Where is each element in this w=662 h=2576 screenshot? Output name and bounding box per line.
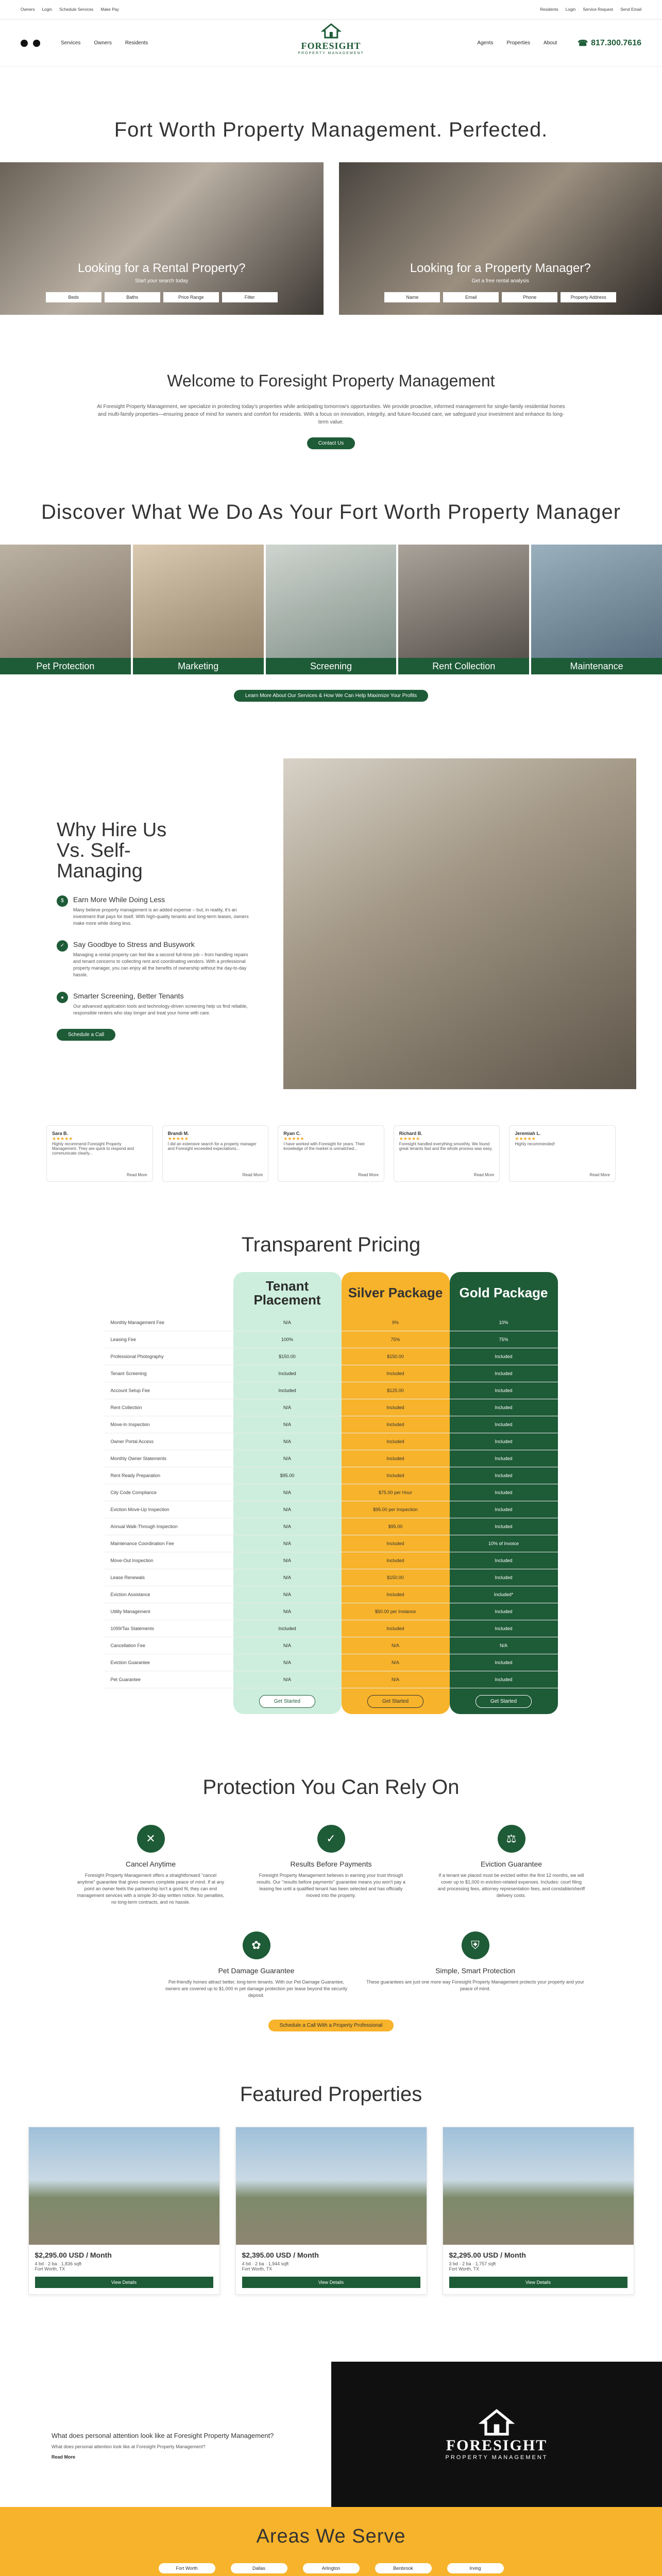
read-more-link[interactable]: Read More (473, 1173, 495, 1177)
feature-no-stress (57, 940, 252, 978)
instagram-icon[interactable] (33, 40, 40, 47)
star-rating-icon: ★★★★★ (515, 1136, 536, 1141)
shield-icon: ⛨ (462, 1931, 489, 1959)
welcome-title: Welcome to Foresight Property Management (167, 371, 495, 390)
pricing-row (105, 1501, 558, 1518)
hero-title: Fort Worth Property Management. Perfected. (114, 118, 548, 141)
dollar-icon: $ (57, 895, 68, 907)
logo-subtitle: PROPERTY MANAGEMENT (298, 52, 364, 55)
area-link[interactable]: Dallas (231, 2563, 287, 2573)
feature-screening (57, 992, 252, 1016)
featured-section (0, 2083, 662, 2295)
beds-filter[interactable]: Beds (46, 292, 101, 302)
area-link[interactable]: Benbrook (375, 2563, 432, 2573)
review-text: I did an extensive search for a property manager and Foresight exceeded expectations... (167, 1142, 257, 1151)
pricing-table (105, 1272, 558, 1714)
panel-brand: FORESIGHT (446, 2437, 548, 2454)
brand-panel (331, 2362, 662, 2507)
read-more-link[interactable]: Read More (589, 1173, 610, 1177)
gold-value: Included (450, 1348, 558, 1365)
gold-value: 75% (450, 1331, 558, 1348)
tenant-value: Included (233, 1365, 342, 1382)
nav-services[interactable]: Services (61, 40, 81, 46)
logo-brand: FORESIGHT (301, 41, 361, 51)
property-price: $2,395.00 USD / Month (242, 2251, 319, 2260)
tenant-value: N/A (233, 1586, 342, 1603)
topbar-owners[interactable]: Owners (21, 7, 35, 12)
topbar-resident-login[interactable]: Login (565, 7, 576, 12)
protection-card-body: Foresight Property Management believes in earning your trust through results. Our "results before payments" guarantee means you won't pay a leasing fee until a qualified tenant has been selected and has officially moved into the property. (257, 1873, 405, 1899)
gold-value: Included (450, 1654, 558, 1671)
pricing-feature: Rent Collection (110, 1405, 142, 1410)
house-logo-icon (479, 2408, 515, 2437)
gold-value: 10% of Invoice (450, 1535, 558, 1552)
silver-value: $125.00 (342, 1382, 450, 1399)
tenant-value: N/A (233, 1535, 342, 1552)
baths-filter[interactable]: Baths (105, 292, 160, 302)
gold-value: Included (450, 1399, 558, 1416)
gold-value: Included (450, 1603, 558, 1620)
silver-value: Included (342, 1399, 450, 1416)
pricing-row (105, 1569, 558, 1586)
tenant-value: N/A (233, 1603, 342, 1620)
area-link[interactable]: Fort Worth (159, 2563, 215, 2573)
house-logo-icon (321, 23, 342, 39)
tenant-value: 100% (233, 1331, 342, 1348)
view-details-button[interactable]: View Details (242, 2277, 420, 2288)
pricing-row (105, 1518, 558, 1535)
pricing-feature: Account Setup Fee (110, 1388, 150, 1393)
tenant-value: N/A (233, 1450, 342, 1467)
nav-properties[interactable]: Properties (506, 40, 531, 46)
protection-card-body: These guarantees are just one more way Foresight Property Management protects your property and your peace of mind. (366, 1979, 584, 1992)
silver-value: Included (342, 1450, 450, 1467)
tenant-value: N/A (233, 1314, 342, 1331)
protection-card-title: Cancel Anytime (125, 1860, 176, 1868)
silver-value: Included (342, 1433, 450, 1450)
top-bar (0, 0, 662, 20)
check-icon: ✓ (57, 940, 68, 952)
tier-tenant-placement: Tenant Placement (233, 1272, 342, 1314)
pricing-row (105, 1314, 558, 1331)
pricing-row (105, 1382, 558, 1399)
pricing-row (105, 1331, 558, 1348)
silver-value: $50.00 per Instance (342, 1603, 450, 1620)
topbar-service-request[interactable]: Service Request (583, 7, 614, 12)
tier-gold: Gold Package (450, 1272, 558, 1314)
tenant-value: N/A (233, 1569, 342, 1586)
gold-value: Included (450, 1569, 558, 1586)
pricing-feature: 1099/Tax Statements (110, 1626, 155, 1631)
tenant-value: Included (233, 1620, 342, 1637)
manager-search-panel (339, 162, 662, 315)
property-address: Fort Worth, TX (449, 2266, 480, 2272)
pricing-row (105, 1484, 558, 1501)
areas-title: Areas We Serve (256, 2526, 406, 2548)
pricing-row (105, 1671, 558, 1688)
silver-value: Included (342, 1467, 450, 1484)
pricing-section (0, 1233, 662, 1714)
tile-label: Rent Collection (398, 658, 529, 674)
tile-label: Screening (266, 658, 397, 674)
pricing-feature: Tenant Screening (110, 1371, 147, 1376)
property-card[interactable]: $2,395.00 USD / Month 4 bd · 2 ba · 1,944 sqft Fort Worth, TX View Details (235, 2127, 427, 2295)
gold-value: Included (450, 1501, 558, 1518)
why-title: Why Hire Us Vs. Self- Managing (57, 819, 167, 882)
gold-value: Included (450, 1382, 558, 1399)
gold-value: Included (450, 1671, 558, 1688)
protection-card-title: Results Before Payments (290, 1860, 372, 1868)
tenant-value: $150.00 (233, 1348, 342, 1365)
personal-attention-section (0, 2362, 662, 2507)
rental-search-panel (0, 162, 324, 315)
tenant-value: N/A (233, 1518, 342, 1535)
pricing-row (105, 1399, 558, 1416)
site-logo[interactable] (298, 23, 364, 55)
tenant-value: Included (233, 1382, 342, 1399)
pricing-row (105, 1654, 558, 1671)
name-field[interactable]: Name (384, 292, 440, 302)
tenant-value: N/A (233, 1399, 342, 1416)
nav-about[interactable]: About (544, 40, 557, 46)
area-link[interactable]: Irving (447, 2563, 504, 2573)
read-more-link[interactable]: Read More (358, 1173, 379, 1177)
review-text: Foresight handled everything smoothly. We found great tenants fast and the whole process was easy. (399, 1142, 493, 1151)
pricing-feature: Lease Renewals (110, 1575, 145, 1580)
tile-screening[interactable] (266, 545, 397, 674)
protection-card (421, 1825, 602, 1906)
tenant-value: N/A (233, 1416, 342, 1433)
featured-title: Featured Properties (240, 2083, 422, 2106)
pricing-feature: Monthly Management Fee (110, 1320, 165, 1325)
get-started-gold-button[interactable]: Get Started (476, 1695, 532, 1708)
protection-card (61, 1825, 241, 1906)
star-rating-icon: ★★★★★ (167, 1136, 189, 1141)
gold-value: Included (450, 1365, 558, 1382)
topbar-residents[interactable]: Residents (540, 7, 558, 12)
pricing-row (105, 1348, 558, 1365)
reviewer-name: Brandi M. (167, 1131, 189, 1136)
read-more-link[interactable]: Read More (242, 1173, 263, 1177)
pricing-row (105, 1535, 558, 1552)
topbar-owner-login[interactable]: Login (42, 7, 53, 12)
tenant-value: N/A (233, 1671, 342, 1688)
topbar-send-email[interactable]: Send Email (620, 7, 641, 12)
protection-card-title: Eviction Guarantee (480, 1860, 542, 1868)
property-photo (29, 2127, 219, 2245)
tile-rent-collection[interactable] (398, 545, 529, 674)
property-address: Fort Worth, TX (242, 2266, 273, 2272)
property-photo (236, 2127, 427, 2245)
protection-title: Protection You Can Rely On (202, 1776, 460, 1799)
view-details-button[interactable]: View Details (449, 2277, 627, 2288)
paw-icon: ✿ (243, 1931, 270, 1959)
gold-value: Included (450, 1416, 558, 1433)
discover-section (0, 501, 662, 702)
pricing-feature: Owner Portal Access (110, 1439, 154, 1444)
pricing-feature: Monthly Owner Statements (110, 1456, 167, 1461)
property-card[interactable]: $2,295.00 USD / Month 4 bd · 2 ba · 1,836 sqft Fort Worth, TX View Details (28, 2127, 220, 2295)
review-text: Highly recommended! (515, 1142, 555, 1146)
gold-value: Included (450, 1552, 558, 1569)
agents-photo (283, 758, 636, 1089)
contact-us-button[interactable]: Contact Us (307, 437, 355, 449)
property-card[interactable]: $2,295.00 USD / Month 3 bd · 2 ba · 1,757 sqft Fort Worth, TX View Details (443, 2127, 634, 2295)
feature-title: Say Goodbye to Stress and Busywork (73, 940, 195, 948)
learn-more-services-button[interactable]: Learn More About Our Services & How We Can Help Maximize Your Profits (234, 690, 428, 702)
silver-value: $95.00 (342, 1518, 450, 1535)
pricing-row (105, 1365, 558, 1382)
review-card (162, 1125, 269, 1182)
pricing-feature: Cancellation Fee (110, 1643, 146, 1648)
reviewer-name: Richard B. (399, 1131, 422, 1136)
calendar-icon: ✕ (137, 1825, 165, 1853)
filter-button[interactable]: Filter (222, 292, 278, 302)
silver-value: Included (342, 1365, 450, 1382)
areas-section (0, 2507, 662, 2576)
feature-title: Earn More While Doing Less (73, 895, 165, 904)
star-rating-icon: ★★★★★ (399, 1136, 420, 1141)
gold-value: Included (450, 1620, 558, 1637)
silver-value: N/A (342, 1671, 450, 1688)
tile-label: Marketing (133, 658, 264, 674)
pricing-feature: Move-Out Inspection (110, 1558, 154, 1563)
pricing-feature: City Code Compliance (110, 1490, 157, 1495)
area-link[interactable]: Arlington (303, 2563, 360, 2573)
protection-card (349, 1931, 602, 1999)
silver-value: N/A (342, 1654, 450, 1671)
review-card (46, 1125, 153, 1182)
ask-read-more[interactable]: Read More (52, 2454, 76, 2460)
tenant-value: N/A (233, 1501, 342, 1518)
pricing-feature: Professional Photography (110, 1354, 164, 1359)
price-range-filter[interactable]: Price Range (163, 292, 219, 302)
why-section (0, 758, 662, 1089)
schedule-call-button[interactable]: Schedule a Call (57, 1029, 115, 1041)
reviewer-name: Ryan C. (283, 1131, 301, 1136)
silver-value: 75% (342, 1331, 450, 1348)
panel-brand-sub: PROPERTY MANAGEMENT (445, 2454, 548, 2461)
property-photo (443, 2127, 634, 2245)
pricing-row (105, 1433, 558, 1450)
protection-card-body: Foresight Property Management offers a straightforward "cancel anytime" guarantee that gives owners complete peace of mind. If at any point an owner feels the partnership isn't a good fit, they can end management services with a simple 30-day written notice. No penalties, no long-term contracts, and no hassle. (77, 1873, 225, 1905)
pricing-row (105, 1552, 558, 1569)
protection-card-title: Simple, Smart Protection (435, 1967, 515, 1975)
phone-number: 817.300.7616 (591, 38, 641, 47)
topbar-schedule-services[interactable]: Schedule Services (59, 7, 94, 12)
review-text: I have worked with Foresight for years. Their knowledge of the market is unmatched... (283, 1142, 365, 1151)
topbar-make-pay[interactable]: Make Pay (100, 7, 119, 12)
property-address: Fort Worth, TX (35, 2266, 65, 2272)
feature-body: Managing a rental property can feel like a second full-time job – from handling repairs and tenant concerns to collecting rent and coordinating vendors. With a professional property manager, you can enjoy all the benefits of ownership without the day-to-day hassle. (73, 952, 248, 977)
tenant-value: N/A (233, 1637, 342, 1654)
get-started-silver-button[interactable]: Get Started (367, 1695, 423, 1708)
pricing-row (105, 1603, 558, 1620)
pricing-feature: Pet Guarantee (110, 1677, 141, 1682)
property-price: $2,295.00 USD / Month (449, 2251, 526, 2260)
social-links (21, 40, 40, 47)
tile-pet-protection[interactable] (0, 545, 131, 674)
feature-body: Our advanced application tools and technology-driven screening help us find reliable, responsible renters who stay longer and treat your home with care. (73, 1004, 248, 1016)
review-card (278, 1125, 384, 1182)
pricing-feature: Annual Walk-Through Inspection (110, 1524, 178, 1529)
pricing-row (105, 1620, 558, 1637)
silver-value: $95.00 per Inspection (342, 1501, 450, 1518)
pricing-feature: Maintenance Coordination Fee (110, 1541, 174, 1546)
nav-residents[interactable]: Residents (125, 40, 148, 46)
hero-panels (0, 162, 662, 315)
welcome-section (48, 371, 615, 449)
pricing-row (105, 1450, 558, 1467)
nav-agents[interactable]: Agents (477, 40, 494, 46)
tenant-value: N/A (233, 1433, 342, 1450)
user-icon: ● (57, 992, 68, 1003)
gold-value: Included* (450, 1586, 558, 1603)
tenant-value: $95.00 (233, 1467, 342, 1484)
silver-value: Included (342, 1535, 450, 1552)
gold-value: Included (450, 1467, 558, 1484)
tenant-value: N/A (233, 1552, 342, 1569)
star-rating-icon: ★★★★★ (283, 1136, 304, 1141)
tier-silver: Silver Package (342, 1272, 450, 1314)
phone-icon: ☎ (578, 39, 588, 48)
gold-value: Included (450, 1484, 558, 1501)
rental-subcaption: Start your search today (135, 278, 189, 284)
gold-value: Included (450, 1433, 558, 1450)
pricing-feature: Eviction Move-Up Inspection (110, 1507, 169, 1512)
star-rating-icon: ★★★★★ (52, 1136, 73, 1141)
pricing-feature: Move-In Inspection (110, 1422, 150, 1427)
tile-label: Pet Protection (0, 658, 131, 674)
feature-body: Many believe property management is an added expense – but, in reality, it's an investment that pays for itself. With high-quality tenants and long-term leases, owners make more while doing less. (73, 907, 249, 926)
pricing-feature: Eviction Assistance (110, 1592, 150, 1597)
gavel-icon: ⚖ (498, 1825, 525, 1853)
silver-value: Included (342, 1552, 450, 1569)
email-field[interactable]: Email (443, 292, 499, 302)
pricing-row (105, 1416, 558, 1433)
silver-value: Included (342, 1620, 450, 1637)
gold-value: Included (450, 1450, 558, 1467)
reviewer-name: Sara B. (52, 1131, 69, 1136)
view-details-button[interactable]: View Details (35, 2277, 213, 2288)
silver-value: $150.00 (342, 1348, 450, 1365)
feature-earn-more (57, 895, 252, 927)
discover-title: Discover What We Do As Your Fort Worth Property Manager (41, 501, 621, 523)
gold-value: N/A (450, 1637, 558, 1654)
tile-maintenance[interactable] (531, 545, 662, 674)
ask-sub: What does personal attention look like at Foresight Property Management? (52, 2444, 206, 2449)
protection-card-title: Pet Damage Guarantee (218, 1967, 295, 1975)
nav-owners[interactable]: Owners (94, 40, 112, 46)
address-field[interactable]: Property Address (561, 292, 616, 302)
tile-marketing[interactable] (133, 545, 264, 674)
pricing-feature: Rent Ready Preparation (110, 1473, 161, 1478)
review-card (509, 1125, 616, 1182)
reviewer-name: Jeremiah L. (515, 1131, 541, 1136)
feature-title: Smarter Screening, Better Tenants (73, 992, 184, 1000)
manager-caption: Looking for a Property Manager? (410, 261, 591, 275)
reviews-row (0, 1125, 662, 1182)
handshake-icon: ✓ (317, 1825, 345, 1853)
gold-value: 10% (450, 1314, 558, 1331)
schedule-professional-button[interactable]: Schedule a Call With a Property Professional (268, 2020, 394, 2031)
ask-question: What does personal attention look like at Foresight Property Management? (52, 2432, 274, 2440)
silver-value: $150.00 (342, 1569, 450, 1586)
phone-field[interactable]: Phone (502, 292, 557, 302)
pricing-row (105, 1637, 558, 1654)
tenant-value: N/A (233, 1484, 342, 1501)
protection-section (0, 1776, 662, 2031)
protection-card (241, 1825, 421, 1906)
tile-label: Maintenance (531, 658, 662, 674)
pricing-feature: Utility Management (110, 1609, 150, 1614)
pricing-row (105, 1467, 558, 1484)
protection-card-body: If a tenant we placed must be evicted within the first 12 months, we will cover up to $1,000 in eviction-related expenses. Includes: court filing and processing fees, attorney representation fees, and constable/sheriff delivery costs. (437, 1873, 585, 1899)
tenant-value: N/A (233, 1654, 342, 1671)
gold-value: Included (450, 1518, 558, 1535)
review-text: Highly recommend Foresight Property Management. They are quick to respond and communicate clearly... (52, 1142, 134, 1156)
silver-value: 9% (342, 1314, 450, 1331)
pricing-row (105, 1586, 558, 1603)
read-more-link[interactable]: Read More (127, 1173, 147, 1177)
manager-subcaption: Get a free rental analysis (471, 278, 529, 284)
silver-value: N/A (342, 1637, 450, 1654)
pricing-feature: Eviction Guarantee (110, 1660, 150, 1665)
pricing-title: Transparent Pricing (241, 1233, 421, 1256)
main-header (0, 20, 662, 67)
header-phone[interactable] (578, 38, 641, 48)
silver-value: Included (342, 1416, 450, 1433)
get-started-tenant-button[interactable]: Get Started (259, 1695, 315, 1708)
welcome-body: At Foresight Property Management, we specialize in protecting today's properties while anticipating tomorrow's opportunities. We provide proactive, informed management for single-family residential homes and multi-family properties—ensuring peace of mind for owners and comfort for residents. With a focus on innovation, integrity, and future-focused care, we safeguard your investment and enhance its long-term value. (97, 404, 565, 425)
rental-caption: Looking for a Rental Property? (77, 261, 246, 275)
review-card (394, 1125, 500, 1182)
silver-value: Included (342, 1586, 450, 1603)
pricing-feature: Leasing Fee (110, 1337, 137, 1342)
property-price: $2,295.00 USD / Month (35, 2251, 112, 2260)
protection-card-body: Pet-friendly homes attract better, long-term tenants. With our Pet Damage Guarantee, owners are covered up to $1,000 in pet damage protection per lease beyond the security deposit. (165, 1979, 348, 1998)
facebook-icon[interactable] (21, 40, 28, 47)
silver-value: $75.00 per Hour (342, 1484, 450, 1501)
